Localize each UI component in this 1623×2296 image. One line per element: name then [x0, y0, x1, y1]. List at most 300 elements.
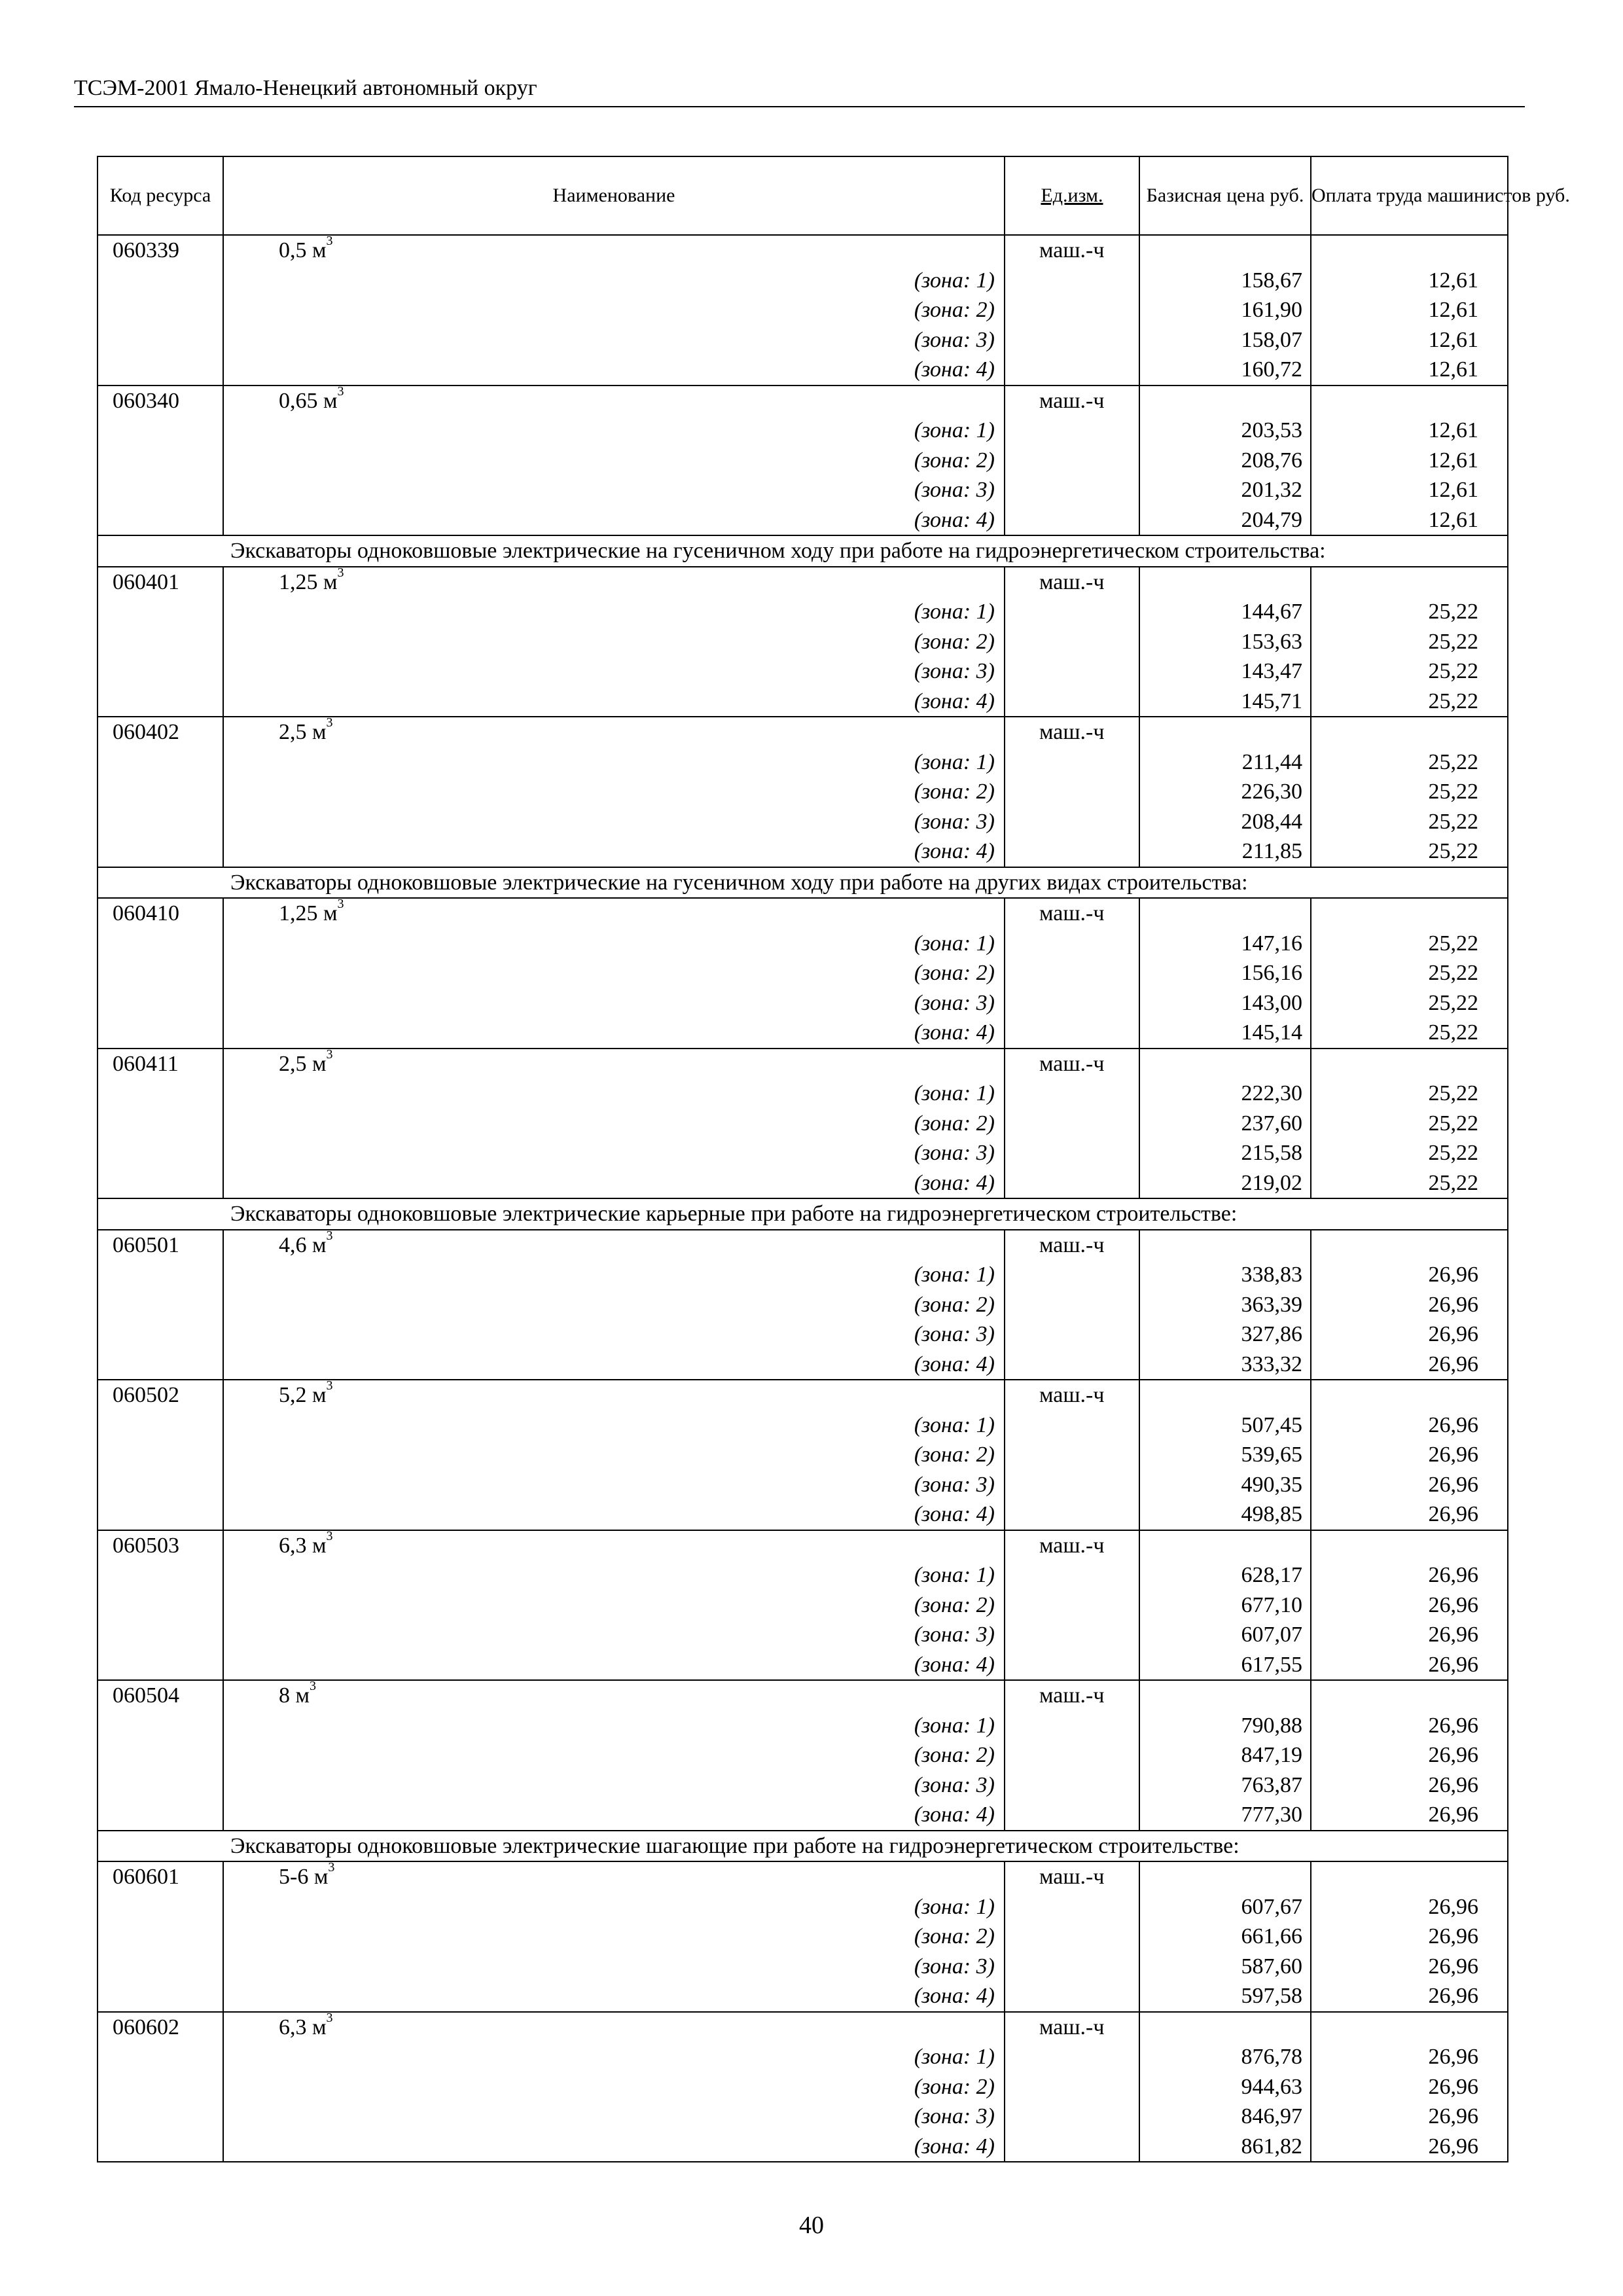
unit-cell-empty [1005, 1290, 1139, 1320]
zone-label: (зона: 3) [223, 1138, 1005, 1168]
zone-row [98, 1168, 1508, 1199]
zone-label: (зона: 3) [223, 988, 1005, 1018]
resource-name-text: 8 м [279, 1683, 310, 1708]
unit-cell-empty [1005, 1740, 1139, 1770]
resource-row [98, 1380, 1508, 1410]
base-price: 158,07 [1139, 325, 1311, 355]
base-price: 847,19 [1139, 1740, 1311, 1770]
base-price: 208,76 [1139, 446, 1311, 476]
base-price: 161,90 [1139, 295, 1311, 325]
resource-code: 060402 [98, 717, 223, 747]
section-heading-row [98, 535, 1508, 567]
code-cell-empty [98, 266, 223, 296]
resource-name [223, 1049, 1005, 1079]
resource-name-text: 2,5 м [279, 1051, 327, 1076]
operator-wage: 26,96 [1311, 1290, 1508, 1320]
zone-row [98, 1470, 1508, 1500]
operator-wage: 26,96 [1311, 1410, 1508, 1441]
base-price: 861,82 [1139, 2132, 1311, 2162]
base-price: 338,83 [1139, 1260, 1311, 1290]
operator-wage: 25,22 [1311, 656, 1508, 687]
base-price: 145,14 [1139, 1018, 1311, 1049]
operator-wage: 26,96 [1311, 1260, 1508, 1290]
unit-cell-empty [1005, 1892, 1139, 1922]
unit-cell-empty [1005, 1109, 1139, 1139]
unit-cell-empty [1005, 1770, 1139, 1801]
base-price: 333,32 [1139, 1350, 1311, 1380]
resource-code: 060410 [98, 898, 223, 929]
zone-label: (зона: 2) [223, 295, 1005, 325]
wage-cell-empty [1311, 2012, 1508, 2043]
zone-row [98, 597, 1508, 627]
operator-wage: 26,96 [1311, 1952, 1508, 1982]
zone-row [98, 958, 1508, 988]
unit-cell-empty [1005, 1168, 1139, 1199]
cubic-superscript: 3 [326, 1047, 333, 1062]
zone-row [98, 1440, 1508, 1470]
operator-wage: 12,61 [1311, 416, 1508, 446]
base-price: 145,71 [1139, 687, 1311, 717]
zone-label: (зона: 4) [223, 2132, 1005, 2162]
code-cell-empty [98, 929, 223, 959]
base-price: 204,79 [1139, 505, 1311, 536]
zone-row [98, 1650, 1508, 1681]
price-cell-empty [1139, 1530, 1311, 1561]
unit-cell-empty [1005, 1018, 1139, 1049]
base-price: 507,45 [1139, 1410, 1311, 1441]
base-price: 363,39 [1139, 1290, 1311, 1320]
resource-row [98, 1049, 1508, 1079]
cubic-superscript: 3 [337, 565, 344, 580]
operator-wage: 26,96 [1311, 1470, 1508, 1500]
zone-row [98, 1711, 1508, 1741]
code-cell-empty [98, 1650, 223, 1681]
operator-wage: 25,22 [1311, 958, 1508, 988]
unit-cell-empty [1005, 2042, 1139, 2072]
operator-wage: 12,61 [1311, 266, 1508, 296]
code-cell-empty [98, 1892, 223, 1922]
unit-cell-empty [1005, 1711, 1139, 1741]
unit-cell-empty [1005, 416, 1139, 446]
resource-row [98, 1680, 1508, 1711]
resource-name-text: 4,6 м [279, 1232, 327, 1257]
unit-cell: маш.-ч [1005, 235, 1139, 266]
base-price: 661,66 [1139, 1922, 1311, 1952]
zone-row [98, 1922, 1508, 1952]
zone-row [98, 988, 1508, 1018]
base-price: 607,67 [1139, 1892, 1311, 1922]
zone-row [98, 325, 1508, 355]
zone-row [98, 1740, 1508, 1770]
zone-row [98, 1079, 1508, 1109]
zone-row [98, 416, 1508, 446]
price-cell-empty [1139, 1230, 1311, 1261]
code-cell-empty [98, 1952, 223, 1982]
unit-cell-empty [1005, 2102, 1139, 2132]
header-divider [74, 106, 1525, 107]
cubic-superscript: 3 [328, 1860, 335, 1874]
code-cell-empty [98, 836, 223, 867]
zone-label: (зона: 1) [223, 266, 1005, 296]
zone-row [98, 1952, 1508, 1982]
resource-name [223, 235, 1005, 266]
code-cell-empty [98, 597, 223, 627]
code-cell-empty [98, 2102, 223, 2132]
base-price: 587,60 [1139, 1952, 1311, 1982]
base-price: 876,78 [1139, 2042, 1311, 2072]
zone-row [98, 1981, 1508, 2012]
wage-cell-empty [1311, 235, 1508, 266]
cubic-superscript: 3 [326, 234, 333, 248]
code-cell-empty [98, 777, 223, 807]
zone-row [98, 656, 1508, 687]
unit-cell: маш.-ч [1005, 1680, 1139, 1711]
code-cell-empty [98, 2042, 223, 2072]
base-price: 144,67 [1139, 597, 1311, 627]
resource-name [223, 2012, 1005, 2043]
zone-label: (зона: 4) [223, 1800, 1005, 1831]
code-cell-empty [98, 1290, 223, 1320]
cubic-superscript: 3 [337, 897, 344, 911]
zone-row [98, 2042, 1508, 2072]
unit-cell-empty [1005, 958, 1139, 988]
resource-name-text: 1,25 м [279, 569, 338, 594]
code-cell-empty [98, 1350, 223, 1380]
code-cell-empty [98, 1260, 223, 1290]
unit-cell-empty [1005, 836, 1139, 867]
zone-label: (зона: 1) [223, 597, 1005, 627]
base-price: 628,17 [1139, 1560, 1311, 1590]
operator-wage: 26,96 [1311, 1650, 1508, 1681]
operator-wage: 26,96 [1311, 1620, 1508, 1650]
zone-row [98, 929, 1508, 959]
operator-wage: 25,22 [1311, 747, 1508, 778]
cubic-superscript: 3 [337, 384, 344, 399]
unit-cell-empty [1005, 446, 1139, 476]
code-cell-empty [98, 325, 223, 355]
zone-row [98, 1800, 1508, 1831]
zone-row [98, 807, 1508, 837]
zone-row [98, 1260, 1508, 1290]
zone-row [98, 627, 1508, 657]
code-cell-empty [98, 446, 223, 476]
zone-label: (зона: 1) [223, 1560, 1005, 1590]
base-price: 327,86 [1139, 1319, 1311, 1350]
resource-name [223, 1380, 1005, 1410]
operator-wage: 25,22 [1311, 627, 1508, 657]
price-cell-empty [1139, 1049, 1311, 1079]
zone-row [98, 2102, 1508, 2132]
unit-cell-empty [1005, 807, 1139, 837]
operator-wage: 26,96 [1311, 1740, 1508, 1770]
operator-wage: 12,61 [1311, 446, 1508, 476]
price-cell-empty [1139, 2012, 1311, 2043]
unit-cell-empty [1005, 656, 1139, 687]
code-cell-empty [98, 958, 223, 988]
unit-cell-empty [1005, 627, 1139, 657]
code-cell-empty [98, 475, 223, 505]
unit-cell-empty [1005, 1470, 1139, 1500]
table-body [98, 235, 1508, 2162]
wage-cell-empty [1311, 1530, 1508, 1561]
code-cell-empty [98, 1168, 223, 1199]
price-cell-empty [1139, 386, 1311, 416]
code-cell-empty [98, 687, 223, 717]
resource-code: 060502 [98, 1380, 223, 1410]
resource-name [223, 1530, 1005, 1561]
code-cell-empty [98, 1981, 223, 2012]
price-cell-empty [1139, 898, 1311, 929]
zone-label: (зона: 4) [223, 1350, 1005, 1380]
operator-wage: 12,61 [1311, 355, 1508, 386]
operator-wage: 25,22 [1311, 1138, 1508, 1168]
operator-wage: 26,96 [1311, 1981, 1508, 2012]
unit-cell: маш.-ч [1005, 1530, 1139, 1561]
zone-label: (зона: 3) [223, 1770, 1005, 1801]
wage-cell-empty [1311, 1049, 1508, 1079]
cubic-superscript: 3 [310, 1679, 317, 1693]
column-header-unit-text: Ед.изм. [1041, 185, 1103, 206]
cubic-superscript: 3 [326, 1378, 333, 1393]
operator-wage: 12,61 [1311, 475, 1508, 505]
unit-cell: маш.-ч [1005, 1049, 1139, 1079]
base-price: 156,16 [1139, 958, 1311, 988]
wage-cell-empty [1311, 717, 1508, 747]
base-price: 215,58 [1139, 1138, 1311, 1168]
code-cell-empty [98, 1018, 223, 1049]
operator-wage: 26,96 [1311, 2042, 1508, 2072]
unit-cell-empty [1005, 2072, 1139, 2102]
resource-code: 060503 [98, 1530, 223, 1561]
operator-wage: 26,96 [1311, 1560, 1508, 1590]
code-cell-empty [98, 1800, 223, 1831]
unit-cell-empty [1005, 2132, 1139, 2162]
zone-label: (зона: 1) [223, 2042, 1005, 2072]
operator-wage: 25,22 [1311, 1168, 1508, 1199]
code-cell-empty [98, 1711, 223, 1741]
operator-wage: 26,96 [1311, 1770, 1508, 1801]
base-price: 490,35 [1139, 1470, 1311, 1500]
operator-wage: 26,96 [1311, 2132, 1508, 2162]
zone-label: (зона: 2) [223, 1922, 1005, 1952]
wage-cell-empty [1311, 567, 1508, 598]
resource-name [223, 898, 1005, 929]
unit-cell-empty [1005, 1800, 1139, 1831]
unit-cell-empty [1005, 505, 1139, 536]
price-cell-empty [1139, 1380, 1311, 1410]
base-price: 158,67 [1139, 266, 1311, 296]
zone-label: (зона: 4) [223, 1018, 1005, 1049]
base-price: 203,53 [1139, 416, 1311, 446]
code-cell-empty [98, 416, 223, 446]
resource-row [98, 567, 1508, 598]
unit-cell-empty [1005, 687, 1139, 717]
unit-cell: маш.-ч [1005, 567, 1139, 598]
wage-cell-empty [1311, 1230, 1508, 1261]
table-header-row [98, 156, 1508, 235]
resource-name-text: 1,25 м [279, 901, 338, 925]
code-cell-empty [98, 1079, 223, 1109]
cubic-superscript: 3 [326, 2010, 333, 2025]
zone-row [98, 777, 1508, 807]
operator-wage: 26,96 [1311, 1499, 1508, 1530]
zone-label: (зона: 2) [223, 1590, 1005, 1621]
operator-wage: 25,22 [1311, 1109, 1508, 1139]
column-header-name: Наименование [223, 156, 1005, 235]
resource-row [98, 235, 1508, 266]
price-cell-empty [1139, 1861, 1311, 1892]
unit-cell-empty [1005, 1620, 1139, 1650]
resource-row [98, 2012, 1508, 2043]
zone-label: (зона: 2) [223, 446, 1005, 476]
base-price: 143,47 [1139, 656, 1311, 687]
operator-wage: 25,22 [1311, 777, 1508, 807]
zone-row [98, 1560, 1508, 1590]
zone-label: (зона: 1) [223, 416, 1005, 446]
zone-label: (зона: 1) [223, 929, 1005, 959]
zone-label: (зона: 4) [223, 505, 1005, 536]
code-cell-empty [98, 747, 223, 778]
zone-label: (зона: 2) [223, 2072, 1005, 2102]
wage-cell-empty [1311, 898, 1508, 929]
zone-label: (зона: 3) [223, 1319, 1005, 1350]
wage-cell-empty [1311, 1680, 1508, 1711]
code-cell-empty [98, 656, 223, 687]
page-header-title: ТСЭМ-2001 Ямало-Ненецкий автономный округ [74, 76, 537, 100]
base-price: 208,44 [1139, 807, 1311, 837]
operator-wage: 26,96 [1311, 1590, 1508, 1621]
column-header-wage: Оплата труда машинистов руб. [1311, 156, 1508, 235]
resource-row [98, 1530, 1508, 1561]
base-price: 201,32 [1139, 475, 1311, 505]
code-cell-empty [98, 1440, 223, 1470]
zone-label: (зона: 4) [223, 687, 1005, 717]
section-heading-row [98, 1831, 1508, 1862]
unit-cell-empty [1005, 1922, 1139, 1952]
zone-row [98, 505, 1508, 536]
resource-row [98, 386, 1508, 416]
operator-wage: 12,61 [1311, 325, 1508, 355]
zone-label: (зона: 1) [223, 1410, 1005, 1441]
operator-wage: 12,61 [1311, 295, 1508, 325]
zone-row [98, 1138, 1508, 1168]
resource-code: 060339 [98, 235, 223, 266]
resource-name [223, 717, 1005, 747]
zone-label: (зона: 4) [223, 1168, 1005, 1199]
resource-name-text: 6,3 м [279, 2015, 327, 2039]
operator-wage: 25,22 [1311, 1079, 1508, 1109]
base-price: 147,16 [1139, 929, 1311, 959]
zone-label: (зона: 2) [223, 1290, 1005, 1320]
base-price: 211,44 [1139, 747, 1311, 778]
zone-label: (зона: 4) [223, 355, 1005, 386]
base-price: 498,85 [1139, 1499, 1311, 1530]
zone-label: (зона: 3) [223, 807, 1005, 837]
resource-name [223, 567, 1005, 598]
zone-row [98, 1109, 1508, 1139]
unit-cell: маш.-ч [1005, 1380, 1139, 1410]
zone-row [98, 747, 1508, 778]
base-price: 944,63 [1139, 2072, 1311, 2102]
unit-cell: маш.-ч [1005, 2012, 1139, 2043]
code-cell-empty [98, 1770, 223, 1801]
cubic-superscript: 3 [326, 1228, 333, 1243]
column-header-unit [1005, 156, 1139, 235]
operator-wage: 26,96 [1311, 1440, 1508, 1470]
unit-cell-empty [1005, 1590, 1139, 1621]
zone-label: (зона: 2) [223, 958, 1005, 988]
zone-row [98, 475, 1508, 505]
operator-wage: 26,96 [1311, 1350, 1508, 1380]
unit-cell-empty [1005, 929, 1139, 959]
unit-cell-empty [1005, 1260, 1139, 1290]
section-heading: Экскаваторы одноковшовые электрические на гусеничном ходу при работе на гидроэнергетическом строительства: [98, 535, 1508, 567]
resource-row [98, 1861, 1508, 1892]
zone-label: (зона: 1) [223, 1711, 1005, 1741]
code-cell-empty [98, 1410, 223, 1441]
resource-name [223, 1230, 1005, 1261]
code-cell-empty [98, 1560, 223, 1590]
unit-cell-empty [1005, 1499, 1139, 1530]
resource-name-text: 6,3 м [279, 1533, 327, 1558]
operator-wage: 25,22 [1311, 1018, 1508, 1049]
code-cell-empty [98, 807, 223, 837]
base-price: 790,88 [1139, 1711, 1311, 1741]
unit-cell-empty [1005, 295, 1139, 325]
wage-cell-empty [1311, 1861, 1508, 1892]
operator-wage: 26,96 [1311, 1922, 1508, 1952]
base-price: 143,00 [1139, 988, 1311, 1018]
unit-cell-empty [1005, 355, 1139, 386]
code-cell-empty [98, 1499, 223, 1530]
price-cell-empty [1139, 235, 1311, 266]
price-cell-empty [1139, 1680, 1311, 1711]
code-cell-empty [98, 1470, 223, 1500]
unit-cell-empty [1005, 1079, 1139, 1109]
resource-price-table [97, 156, 1570, 2162]
unit-cell-empty [1005, 325, 1139, 355]
base-price: 607,07 [1139, 1620, 1311, 1650]
zone-row [98, 1018, 1508, 1049]
code-cell-empty [98, 1620, 223, 1650]
zone-label: (зона: 2) [223, 1109, 1005, 1139]
zone-row [98, 687, 1508, 717]
column-header-code: Код ресурса [98, 156, 223, 235]
operator-wage: 26,96 [1311, 1892, 1508, 1922]
zone-row [98, 2132, 1508, 2162]
code-cell-empty [98, 627, 223, 657]
unit-cell: маш.-ч [1005, 1230, 1139, 1261]
section-heading: Экскаваторы одноковшовые электрические карьерные при работе на гидроэнергетическом строительстве: [98, 1198, 1508, 1230]
zone-row [98, 1770, 1508, 1801]
code-cell-empty [98, 988, 223, 1018]
code-cell-empty [98, 295, 223, 325]
resource-name-text: 2,5 м [279, 720, 327, 744]
unit-cell-empty [1005, 988, 1139, 1018]
unit-cell-empty [1005, 1410, 1139, 1441]
base-price: 846,97 [1139, 2102, 1311, 2132]
resource-name-text: 0,65 м [279, 388, 338, 413]
page-number: 40 [799, 2212, 824, 2239]
base-price: 160,72 [1139, 355, 1311, 386]
zone-label: (зона: 3) [223, 1620, 1005, 1650]
base-price: 222,30 [1139, 1079, 1311, 1109]
operator-wage: 26,96 [1311, 1711, 1508, 1741]
operator-wage: 25,22 [1311, 687, 1508, 717]
code-cell-empty [98, 355, 223, 386]
resource-row [98, 1230, 1508, 1261]
code-cell-empty [98, 1109, 223, 1139]
